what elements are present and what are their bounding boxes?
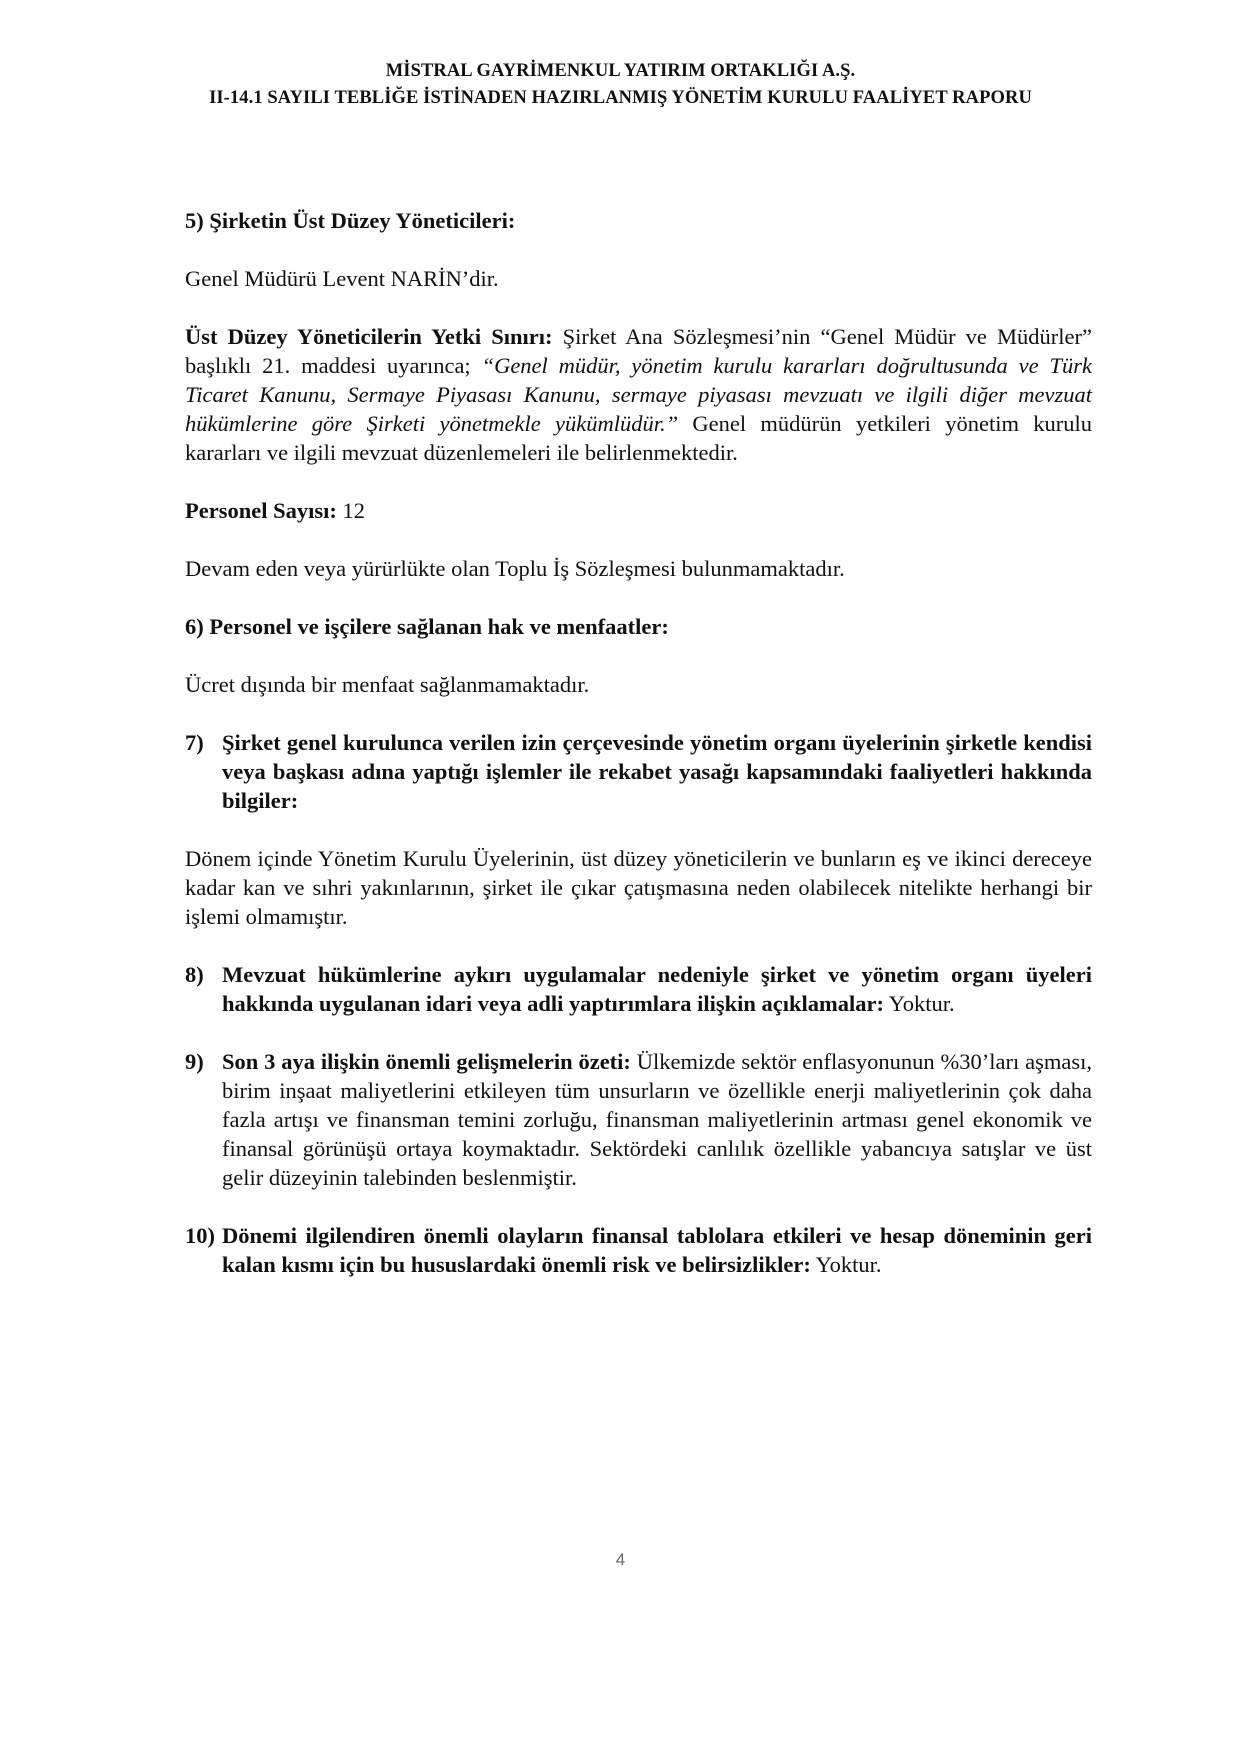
section-7-title: Şirket genel kurulunca verilen izin çerçevesinde yönetim organı üyelerinin şirketle kendisi veya başkası adına yaptığı işlemler ile rekabet yasağı kapsamındaki faaliyetleri hakkında bilgiler:: [222, 730, 1092, 813]
authority-quote: “Genel müdür, yönetim kurulu kararları doğrultusunda ve Türk Ticaret Kanunu, Sermaye Piyasası Kanunu, sermaye piyasası mevzuatı ve ilgili diğer mevzuat hükümlerine göre Şirketi yönetmekle yükümlüdür.”: [185, 353, 1093, 436]
section-7-number: 7): [185, 730, 204, 755]
general-manager-text: Genel Müdürü Levent NARİN’dir.: [185, 266, 499, 291]
section-10-title: Dönemi ilgilendiren önemli olayların finansal tablolara etkileri ve hesap döneminin geri kalan kısmı için bu hususlardaki önemli risk ve belirsizlikler:: [222, 1223, 1092, 1277]
staff-count-label: Personel Sayısı:: [185, 498, 337, 523]
section-8: [185, 960, 1092, 1018]
section-9-number: 9): [185, 1049, 204, 1074]
authority-label: Üst Düzey Yöneticilerin Yetki Sınırı:: [185, 324, 553, 349]
section-9: [185, 1047, 1092, 1192]
section-9-title: Son 3 aya ilişkin önemli gelişmelerin özeti:: [222, 1049, 631, 1074]
section-10-text: Yoktur.: [810, 1252, 882, 1277]
section-7: [185, 728, 1092, 815]
authority-paragraph: [185, 322, 1092, 467]
document-body: [185, 206, 1092, 1308]
section-10: [185, 1221, 1092, 1279]
page-number: 4: [615, 1550, 626, 1569]
section-8-text: Yoktur.: [884, 991, 955, 1016]
collective-agreement-text: Devam eden veya yürürlükte olan Toplu İş Sözleşmesi bulunmamaktadır.: [185, 556, 845, 581]
section-10-number: 10): [185, 1223, 215, 1248]
authority-text-1: Şirket Ana Sözleşmesi’nin “Genel Müdür ve Müdürler” başlıklı 21. maddesi uyarınca;: [185, 324, 1092, 378]
page-header: [0, 58, 1241, 112]
section-8-number: 8): [185, 962, 204, 987]
section-6-title: 6) Personel ve işçilere sağlanan hak ve menfaatler:: [185, 614, 669, 639]
section-9-text: Ülkemizde sektör enflasyonunun %30’ları aşması, birim inşaat maliyetlerini etkileyen tüm unsurların ve özellikle enerji maliyetlerinin çok daha fazla artışı ve finansman temini zorluğu, finansman maliyetlerinin artması genel ekonomik ve finansal görünüşü ortaya koymaktadır. Sektördeki canlılık özellikle yabancıya satışlar ve üst gelir düzeyinin talebinden beslenmiştir.: [222, 1049, 1092, 1190]
section-6-text: Ücret dışında bir menfaat sağlanmamaktadır.: [185, 672, 590, 697]
staff-count-paragraph: [185, 496, 1092, 525]
company-name: MİSTRAL GAYRİMENKUL YATIRIM ORTAKLIĞI A.Ş.: [385, 61, 856, 81]
section-7-text: Dönem içinde Yönetim Kurulu Üyelerinin, üst düzey yöneticilerin ve bunların eş ve ikinci dereceye kadar kan ve sıhri yakınlarının, şirket ile çıkar çatışmasına neden olabilecek nitelikte herhangi bir işlemi olmamıştır.: [185, 846, 1092, 929]
report-title: II-14.1 SAYILI TEBLİĞE İSTİNADEN HAZIRLANMIŞ YÖNETİM KURULU FAALİYET RAPORU: [209, 88, 1032, 108]
staff-count-value: 12: [336, 498, 365, 523]
section-8-title: Mevzuat hükümlerine aykırı uygulamalar nedeniyle şirket ve yönetim organı üyeleri hakkında uygulanan idari veya adli yaptırımlara ilişkin açıklamalar:: [222, 962, 1092, 1016]
section-5-title: 5) Şirketin Üst Düzey Yöneticileri:: [185, 208, 516, 233]
authority-text-2: Genel müdürün yetkileri yönetim kurulu kararları ve ilgili mevzuat düzenlemeleri ile belirlenmektedir.: [185, 411, 1093, 465]
